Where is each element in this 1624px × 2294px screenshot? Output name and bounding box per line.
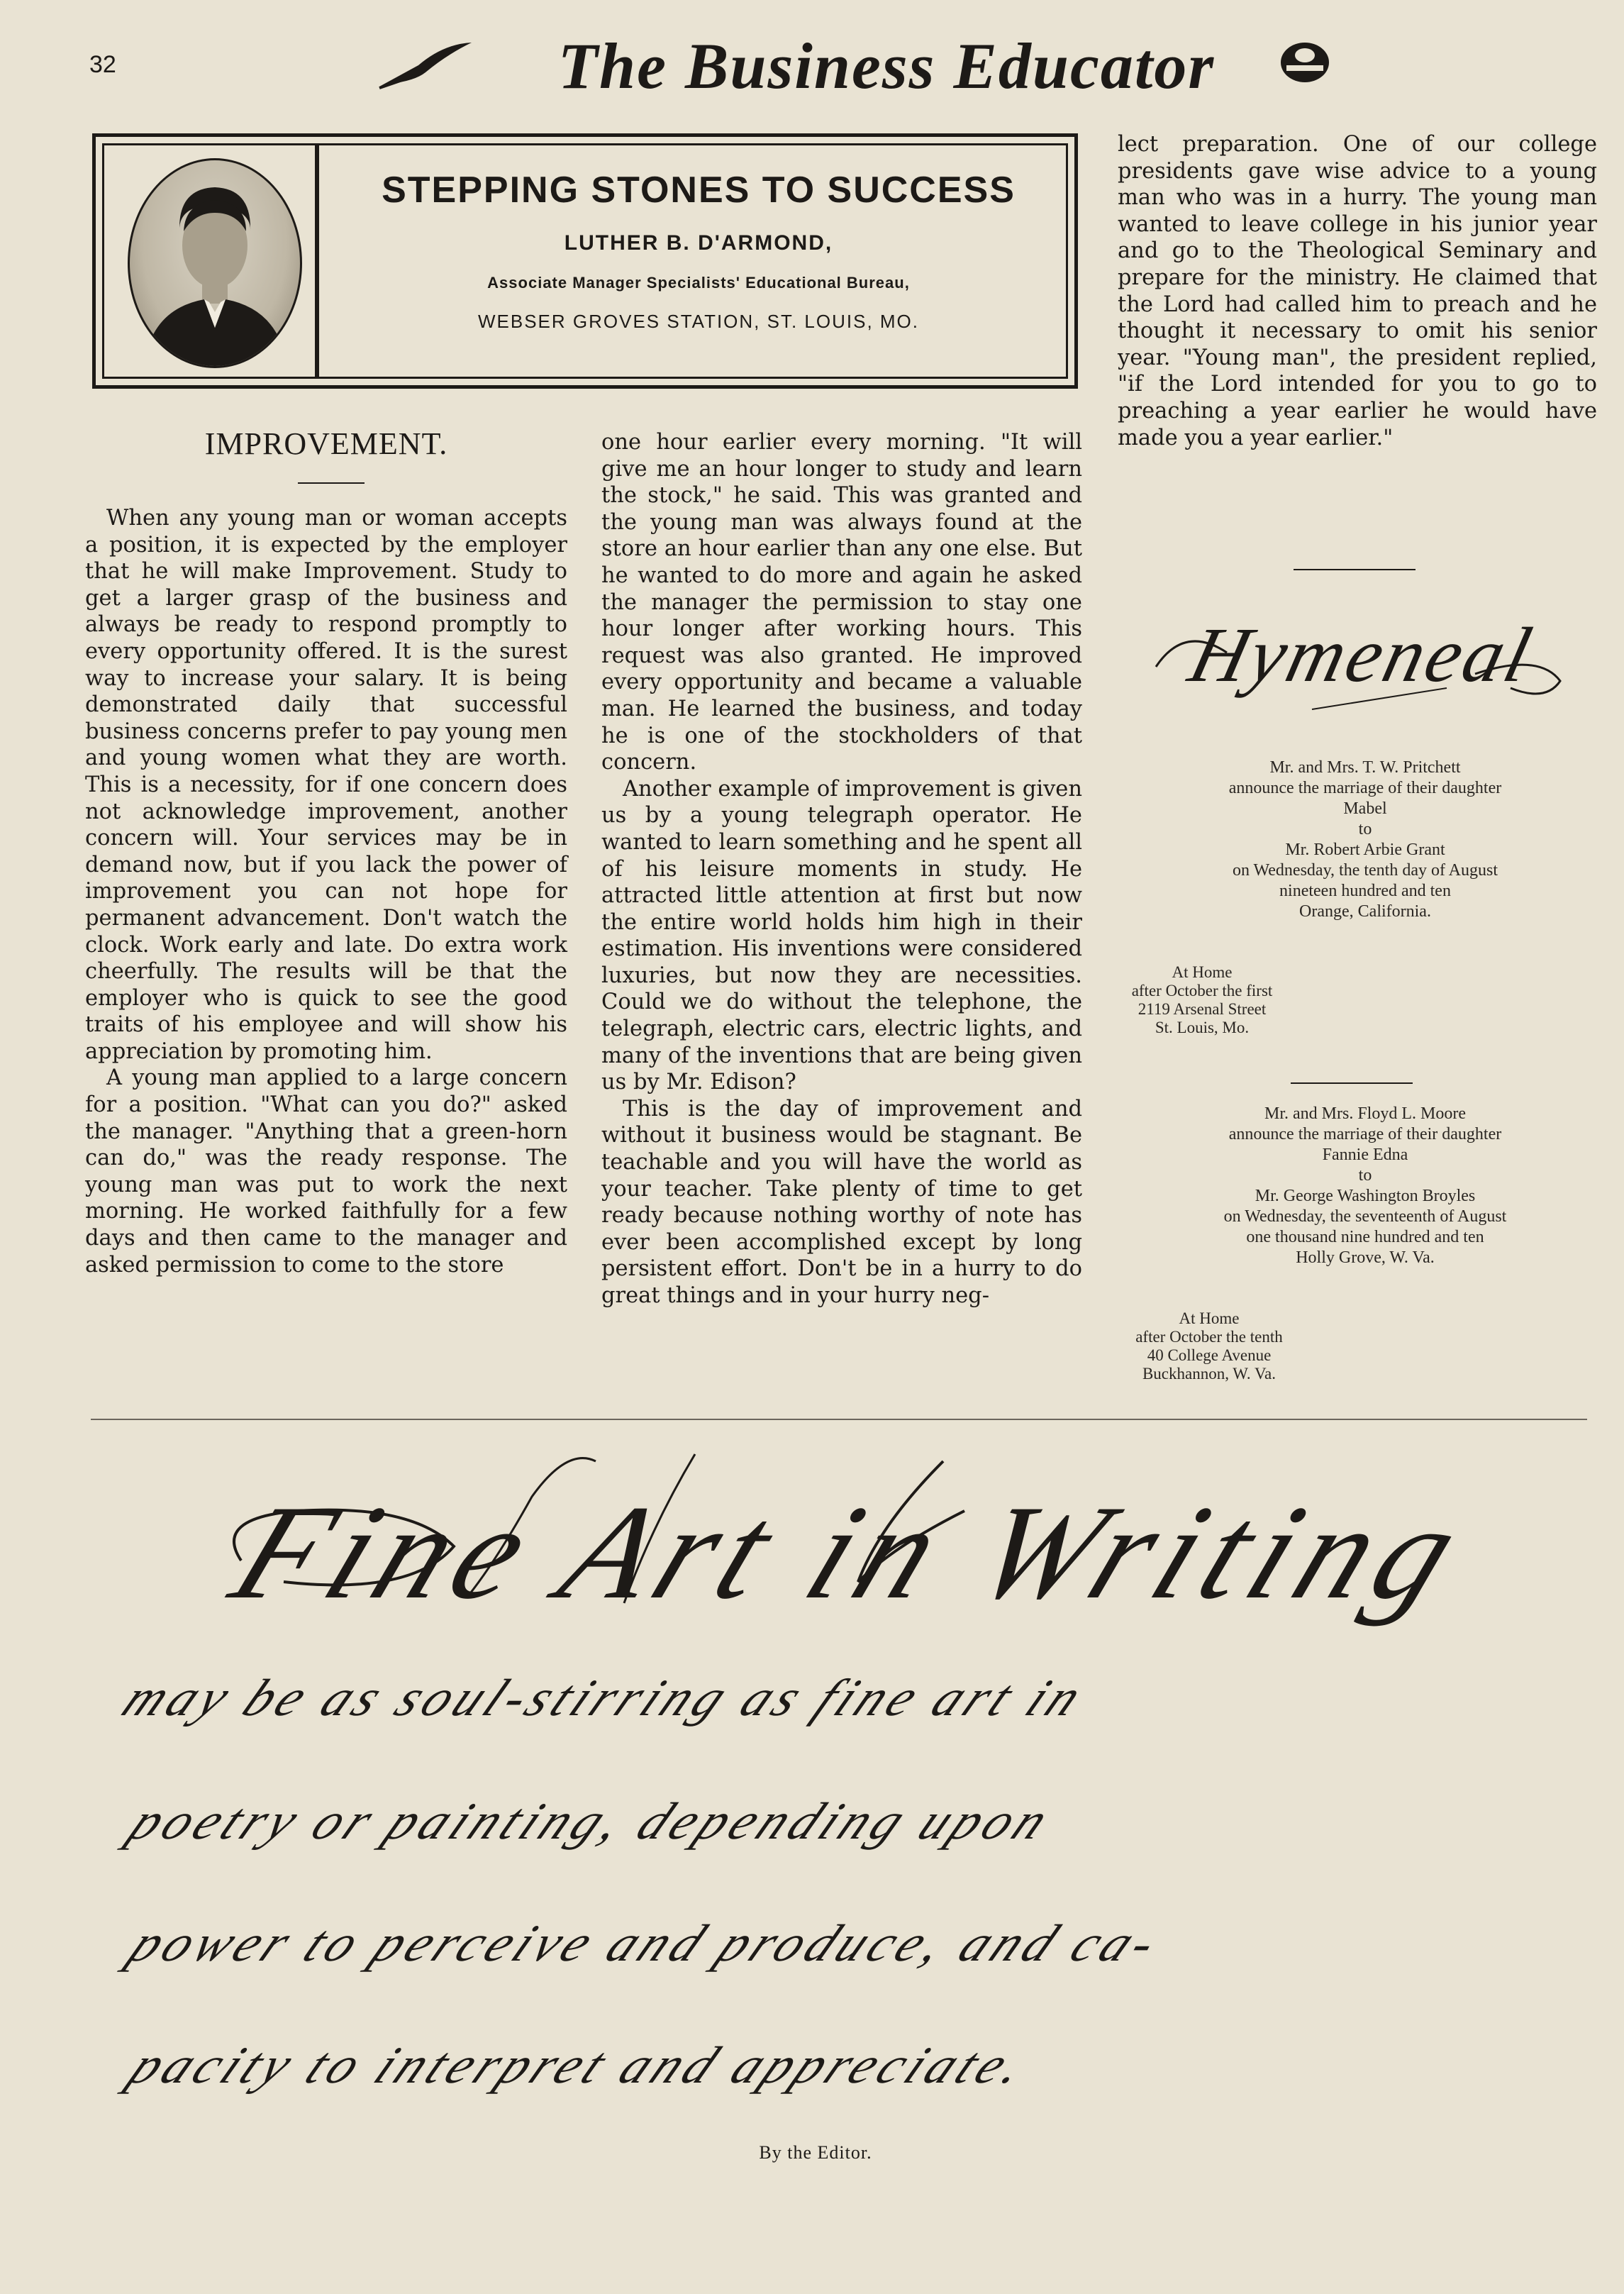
announcement-line: Mr. and Mrs. Floyd L. Moore — [1264, 1104, 1466, 1123]
section-rule — [1294, 569, 1416, 570]
header-title: STEPPING STONES TO SUCCESS — [382, 170, 1016, 211]
announcement-2 — [1135, 1104, 1596, 1268]
script-line-4: pacity to interpret and appreciate. — [119, 2037, 1042, 2095]
paragraph: When any young man or woman accepts a position, it is expected by the employer that he will make Improvement. Study to get a larger grasp of the business and always be ready to respond promptly to every opportunity offered. It is the surest way to increase your salary. It is being demonstrated daily that successful business concerns prefer to pay young men and young women what they are worth. This is a necessity, for if one concern does not acknowledge improvement, another concern will. Your services may be in demand now, but if you lack the power of improvement you can not hope for permanent advancement. Don't watch the clock. Work early and late. Do extra work cheerfully. The results will be that the employer who is quick to see the good traits of his employee and will show his appreciation by promoting him. — [85, 506, 567, 1064]
at-home-line: Buckhannon, W. Va. — [1142, 1365, 1277, 1383]
portrait-figure-icon — [130, 160, 300, 366]
at-home-line: 2119 Arsenal Street — [1138, 1000, 1267, 1018]
announcement-1 — [1135, 758, 1596, 922]
announcement-line: announce the marriage of their daughter — [1228, 779, 1502, 797]
article-column-2 — [601, 429, 1082, 1309]
script-line-1: may be as soul-stirring as fine art in — [112, 1669, 1098, 1727]
section-rule — [1291, 1082, 1413, 1084]
paragraph: one hour earlier every morning. "It will give me an hour longer to study and learn the stock," he said. This was granted and the young man was always found at the store an hour earlier than any one else. But he wanted to do more and again he asked the manager the permission to stay one hour longer after working hours. This request was also granted. He improved every opportunity and became a valuable man. He learned the business, and today he is one of the stockholders of that concern. — [601, 430, 1082, 775]
paragraph: A young man applied to a large concern for a position. "What can you do?" asked the manager. "Anything that a green-horn can do," was the ready response. The young man was put to work the next morning. He worked faithfully for a few days and then came to the manager and asked permission to come to the store — [85, 1065, 567, 1278]
masthead-title: The Business Educator — [557, 30, 1216, 102]
article-column-3 — [1118, 131, 1597, 451]
author-position: Associate Manager Specialists' Educational Bureau, — [487, 274, 910, 292]
header-text — [326, 169, 1071, 333]
announcement-line: Orange, California. — [1299, 902, 1431, 921]
script-line-3: power to perceive and produce, and ca- — [119, 1915, 1174, 1973]
announcement-line: Mr. George Washington Broyles — [1255, 1187, 1476, 1205]
announcement-line: Mr. and Mrs. T. W. Pritchett — [1269, 758, 1461, 777]
announcement-line: Mr. Robert Arbie Grant — [1285, 841, 1445, 859]
header-box — [92, 133, 1078, 389]
script-line-2: poetry or painting, depending upon — [119, 1792, 1064, 1851]
at-home-line: after October the first — [1131, 982, 1273, 999]
announcement-line: announce the marriage of their daughter — [1228, 1125, 1502, 1143]
announcement-line: nineteen hundred and ten — [1279, 882, 1451, 900]
header-divider — [315, 143, 319, 379]
section-divider — [91, 1419, 1587, 1420]
article-title: IMPROVEMENT. — [204, 426, 448, 461]
title-rule — [298, 482, 365, 484]
author-name: LUTHER B. D'ARMOND, — [564, 231, 833, 255]
announcement-line: Mabel — [1343, 799, 1387, 818]
announcement-line: to — [1358, 1166, 1372, 1185]
announcement-line: Holly Grove, W. Va. — [1296, 1248, 1435, 1267]
announcement-line: on Wednesday, the seventeenth of August — [1223, 1207, 1507, 1226]
byline: By the Editor. — [759, 2142, 872, 2163]
announcement-line: Fannie Edna — [1322, 1146, 1408, 1164]
at-home-line: 40 College Avenue — [1147, 1346, 1272, 1364]
announcement-line: one thousand nine hundred and ten — [1246, 1228, 1484, 1246]
flourish-icon — [1142, 610, 1581, 724]
announcement-line: to — [1358, 820, 1372, 838]
at-home-line: after October the tenth — [1135, 1328, 1283, 1346]
fine-art-title: Fine Art in Writing — [213, 1478, 1489, 1627]
emblem-icon — [1277, 34, 1333, 91]
author-portrait — [128, 158, 302, 368]
at-home-line: St. Louis, Mo. — [1155, 1019, 1250, 1036]
at-home-2 — [1106, 1309, 1312, 1383]
at-home-1 — [1106, 963, 1298, 1037]
article-column-1 — [85, 505, 567, 1278]
quill-pen-icon — [376, 37, 475, 94]
author-address: WEBSER GROVES STATION, ST. LOUIS, MO. — [477, 311, 919, 332]
paragraph: Another example of improvement is given us by a young telegraph operator. He wanted to learn something and he spent all of his leisure moments in study. He attracted little attention at first but now the entire world holds him high in their estimation. His inventions were considered luxuries, but now they are necessities. Could we do without the telephone, the telegraph, electric cars, electric lights, and many of the inventions that are being given us by Mr. Edison? — [601, 776, 1082, 1095]
at-home-line: At Home — [1172, 963, 1233, 981]
hymeneal-title: Hymeneal — [1181, 611, 1542, 698]
page-number: 32 — [89, 51, 116, 78]
paragraph: This is the day of improvement and without it business would be stagnant. Be teachable and you will have the world as your teacher. Take plenty of time to get ready because nothing worthy of note has ever been accomplished except by long persistent effort. Don't be in a hurry to do great things and in your hurry neg- — [601, 1096, 1082, 1308]
announcement-line: on Wednesday, the tenth day of August — [1232, 861, 1498, 880]
at-home-line: At Home — [1179, 1309, 1240, 1327]
paragraph: lect preparation. One of our college presidents gave wise advice to a young man who was in a hurry. The young man wanted to leave college in his junior year and go to the Theological Seminary and prepare for the ministry. He claimed that the Lord had called him to preach and he thought it necessary to omit his senior year. "Young man", the president replied, "if the Lord intended for you to go to preaching a year earlier he would have made you a year earlier." — [1118, 132, 1597, 450]
